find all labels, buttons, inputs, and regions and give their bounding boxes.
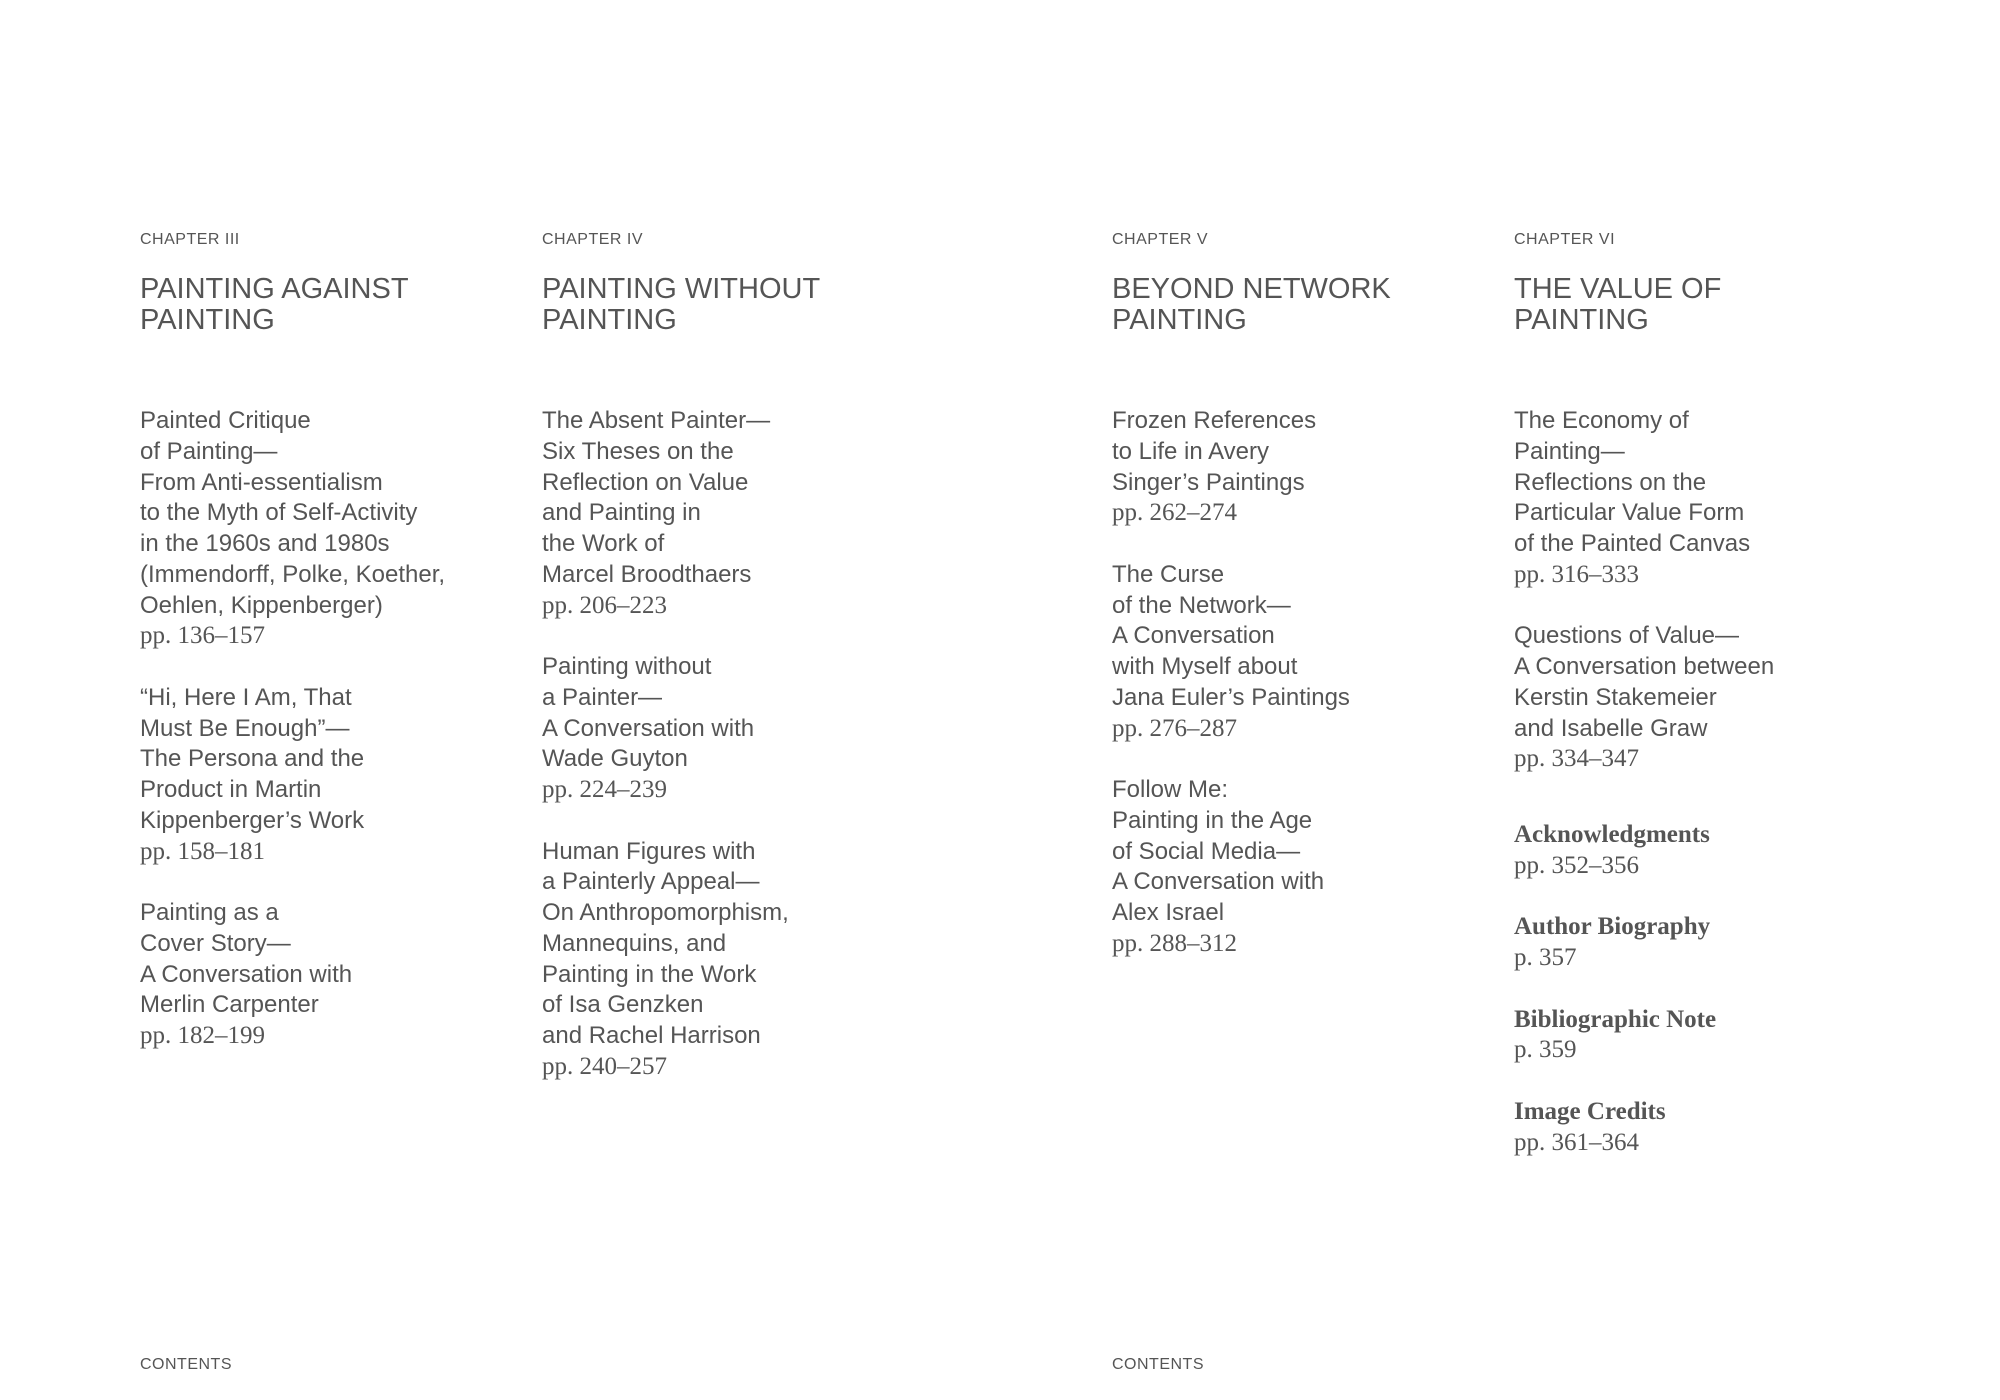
entry-title: Painted Critique of Painting— From Anti-essentialism to the Myth of Self-Activity in the 1960s and 1980s (Immendorff, Polke, Koether, Oehlen, Kippenberger) <box>140 407 446 619</box>
entry-title: Human Figures with a Painterly Appeal— On Anthropomorphism, Mannequins, and Painting in the Work of Isa Genzken and Rachel Harrison <box>542 837 789 1049</box>
toc-entry[interactable] <box>1112 775 1492 960</box>
backmatter-pages: pp. 361–364 <box>1514 1128 1639 1156</box>
entry-pages: pp. 158–181 <box>140 837 265 865</box>
toc-entry[interactable] <box>140 683 520 868</box>
chapter-label: CHAPTER III <box>140 231 240 248</box>
entry-pages: pp. 206–223 <box>542 591 667 619</box>
chapter-column <box>1112 230 1492 990</box>
backmatter-title: Bibliographic Note <box>1514 1005 1717 1033</box>
toc-entry[interactable] <box>1514 621 1894 775</box>
entry-title: Frozen References to Life in Avery Singer’s Paintings <box>1112 407 1317 496</box>
backmatter-entry[interactable] <box>1514 912 1894 974</box>
entry-title: Painting without a Painter— A Conversation with Wade Guyton <box>542 653 755 773</box>
entry-title: The Economy of Painting— Reflections on the Particular Value Form of the Painted Canvas <box>1514 407 1751 557</box>
entry-title: Questions of Value— A Conversation between Kerstin Stakemeier and Isabelle Graw <box>1514 622 1775 742</box>
backmatter-pages: p. 357 <box>1514 944 1577 971</box>
toc-entry[interactable] <box>1112 560 1492 745</box>
chapter-title: THE VALUE OF PAINTING <box>1514 273 1722 336</box>
backmatter-list <box>1514 820 1894 1158</box>
entry-pages: pp. 276–287 <box>1112 714 1237 742</box>
backmatter-title: Author Biography <box>1514 913 1711 941</box>
chapter-label: CHAPTER IV <box>542 231 644 248</box>
toc-entry[interactable] <box>1514 406 1894 591</box>
toc-entry[interactable] <box>140 406 520 652</box>
backmatter-entry[interactable] <box>1514 820 1894 882</box>
running-footer-left: CONTENTS <box>140 1356 232 1373</box>
chapter-title: PAINTING AGAINST PAINTING <box>140 273 409 336</box>
chapter-column <box>1514 230 1894 1189</box>
toc-entry[interactable] <box>542 406 922 621</box>
backmatter-entry[interactable] <box>1514 1097 1894 1159</box>
backmatter-pages: pp. 352–356 <box>1514 851 1639 879</box>
entry-pages: pp. 240–257 <box>542 1052 667 1080</box>
chapter-column <box>140 230 520 1083</box>
toc-entry[interactable] <box>542 837 922 1083</box>
entry-title: The Absent Painter— Six Theses on the Reflection on Value and Painting in the Work of Marcel Broodthaers <box>542 407 771 588</box>
backmatter-entry[interactable] <box>1514 1005 1894 1067</box>
entry-pages: pp. 224–239 <box>542 776 667 803</box>
entry-pages: pp. 334–347 <box>1514 745 1639 773</box>
running-footer-right: CONTENTS <box>1112 1356 1204 1373</box>
entry-pages: pp. 136–157 <box>140 622 265 650</box>
chapter-title: BEYOND NETWORK PAINTING <box>1112 273 1391 336</box>
chapter-label: CHAPTER V <box>1112 231 1209 248</box>
backmatter-title: Acknowledgments <box>1514 821 1710 848</box>
toc-entry[interactable] <box>1112 406 1492 529</box>
backmatter-pages: p. 359 <box>1514 1036 1577 1064</box>
entry-title: The Curse of the Network— A Conversation with Myself about Jana Euler’s Paintings <box>1112 560 1350 711</box>
entry-title: Painting as a Cover Story— A Conversation with Merlin Carpenter <box>140 899 353 1019</box>
entry-pages: pp. 262–274 <box>1112 499 1237 527</box>
entry-title: “Hi, Here I Am, That Must Be Enough”— The Persona and the Product in Martin Kippenberger’s Work <box>140 683 365 834</box>
toc-entry[interactable] <box>542 652 922 806</box>
entry-pages: pp. 182–199 <box>140 1022 265 1049</box>
chapter-label: CHAPTER VI <box>1514 231 1616 248</box>
chapter-column <box>542 230 922 1113</box>
chapter-title: PAINTING WITHOUT PAINTING <box>542 273 821 336</box>
entry-pages: pp. 288–312 <box>1112 929 1237 957</box>
backmatter-title: Image Credits <box>1514 1097 1666 1125</box>
entry-title: Follow Me: Painting in the Age of Social Media— A Conversation with Alex Israel <box>1112 776 1325 926</box>
entry-pages: pp. 316–333 <box>1514 560 1639 588</box>
toc-entry[interactable] <box>140 898 520 1052</box>
